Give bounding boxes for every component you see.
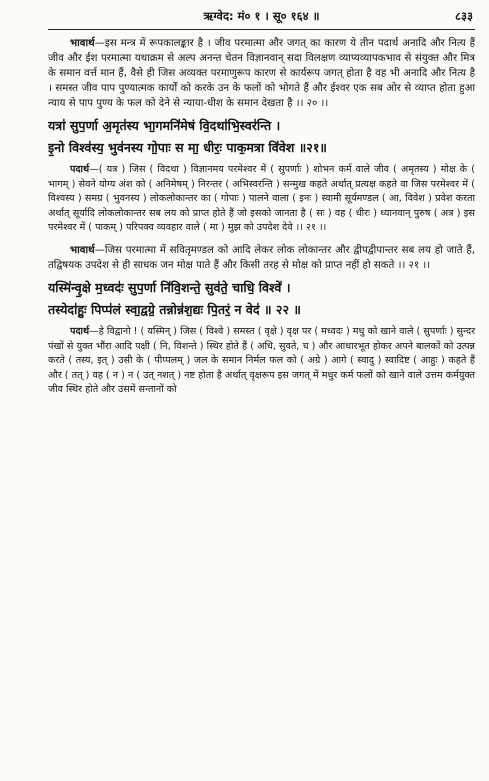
page-header	[48, 6, 475, 28]
mantra-22	[48, 277, 475, 321]
padartha-text: —( यत्र ) जिस ( विदथा ) विज्ञानमय परमेश्वर में ( सुपर्णाः ) शोभन कर्म वाले जीव ( अमृतस्य ) मोक्ष के ( भागम् ) सेवने योग्य अंश को ( अनिमेषम् ) निरन्तर ( अभिस्वरन्ति ) सन्मुख कहते अर्थात् प्रत्यक्ष कहते वा जिस परमेश्वर में ( विश्वस्य ) समग्र ( भुवनस्य ) लोकलोकान्तर का ( गोपाः ) पालने वाला ( इनः ) स्वामी सूर्यमण्डल ( आ, विवेश ) प्रवेश करता अर्थात् सूर्यादि लोकलोकान्तर सब लय को प्राप्त होते हैं जो इसको जानता है ( सः ) वह ( धीरः ) ध्यानवान् पुरुष ( अत्र ) इस परमेश्वर में ( पाकम् ) परिपक्व व्यवहार वाले ( मा ) मुझ को उपदेश देवे ।। २१ ।।	[48, 164, 475, 234]
spacer	[48, 236, 475, 243]
bhavartha-20	[48, 36, 475, 111]
running-title: ऋग्वेद: मं० १ । सू० १६४ ॥	[203, 9, 320, 23]
padartha-22	[48, 325, 475, 398]
padartha-label: पदार्थ	[70, 325, 90, 337]
page-number: ८३३	[455, 9, 473, 23]
bhavartha-21	[48, 243, 475, 273]
bhavartha-text: —इस मन्त्र में रूपकालङ्कार है । जीव परमात्मा और जगत् का कारण ये तीन पदार्थ अनादि और नित्य हैं जीव और ईश परमात्मा यथाक्रम से अल्प अनन्त चेतन विज्ञानवान् सदा विलक्षण व्याप्यव्यापकभाव से संयुक्त और मित्र के समान वर्त्त मान हैं, वैसे ही जिस अव्यक्त परमाणुरूप कारण से कार्यरूप जगत् होता है वह भी अनादि और नित्य है । समस्त जीव पाप पुण्यात्मक कार्यों को करके उन के फलों को भोगते हैं और ईश्वर एक सब ओर से व्याप्त होता हुआ न्याय से पाप पुण्य के फल को देने से न्याया-धीश के समान देखता है ।। २० ।।	[48, 38, 475, 109]
mantra-line: यस्मि॑न्वृ॒क्षे म॒ध्वदः॑ सुप॒र्णा नि॑वि॒शन्ते॒ सुव॑ते॒ चाधि॒ विश्वे॑ ।	[48, 279, 291, 295]
mantra-line: इ॒नो विश्व॑स्य॒ भुव॑नस्य गो॒पाः स मा॒ धीरः॒ पाक॒मत्रा वि॑वेश ॥२१॥	[48, 140, 327, 155]
mantra-line: तस्येदा॑हुः॒ पिप्प॑लं स्वा॒द्वग्रे॒ तन्नोन्न॑श॒द्यः पि॒तरं॒ न वेद॑ ॥ २२ ॥	[48, 301, 301, 317]
mantra-line: यत्रा॑ सुप॒र्णा अ॒मृत॑स्य भा॒गमनि॑मेषं वि॒दथा॑भि॒स्वर॑न्ति ।	[48, 118, 281, 133]
bhavartha-label: भावार्थ	[70, 38, 95, 49]
padartha-21	[48, 163, 475, 236]
bhavartha-label: भावार्थ	[70, 244, 95, 256]
padartha-text: —हे विद्वानो ! ( यस्मिन् ) जिस ( विश्वे ) समस्त ( वृक्षे ) वृक्ष पर ( मध्वदः ) मधु को खाने वाले ( सुपर्णाः ) सुन्दर पंखों से युक्त भौंरा आदि पक्षी ( नि, विशन्ते ) स्थिर होते हैं ( अधि, सुवते, च ) और आधारभूत होकर अपने बालकों को उत्पन्न करते ( तस्य, इत् ) उसी के ( पीप्पलम् ) जल के समान निर्मल फल को ( अग्रे ) आगे ( स्वादु ) स्वादिष्ट ( आहुः ) कहते हैं और ( तत् ) वह ( न ) न ( उत् नशत् ) नष्ट होता है अर्थात् वृक्षरूप इस जगत् में मधुर कर्म फलों को खाने वाले उत्तम कर्मयुक्त जीव स्थिर होते और उसमें सन्तानों को	[48, 325, 475, 396]
mantra-21	[48, 115, 475, 159]
padartha-label: पदार्थ	[70, 164, 90, 175]
header-rule	[48, 29, 475, 30]
bhavartha-text: —जिस परमात्मा में सवितृमण्डल को आदि लेकर लोक लोकान्तर और द्वीपद्वीपान्तर सब लय हो जाते हैं, तद्विषयक उपदेश से ही साधक जन मोक्ष पाते हैं और किसी तरह से मोक्ष को प्राप्त नहीं हो सकते ।। २१ ।।	[48, 244, 475, 271]
